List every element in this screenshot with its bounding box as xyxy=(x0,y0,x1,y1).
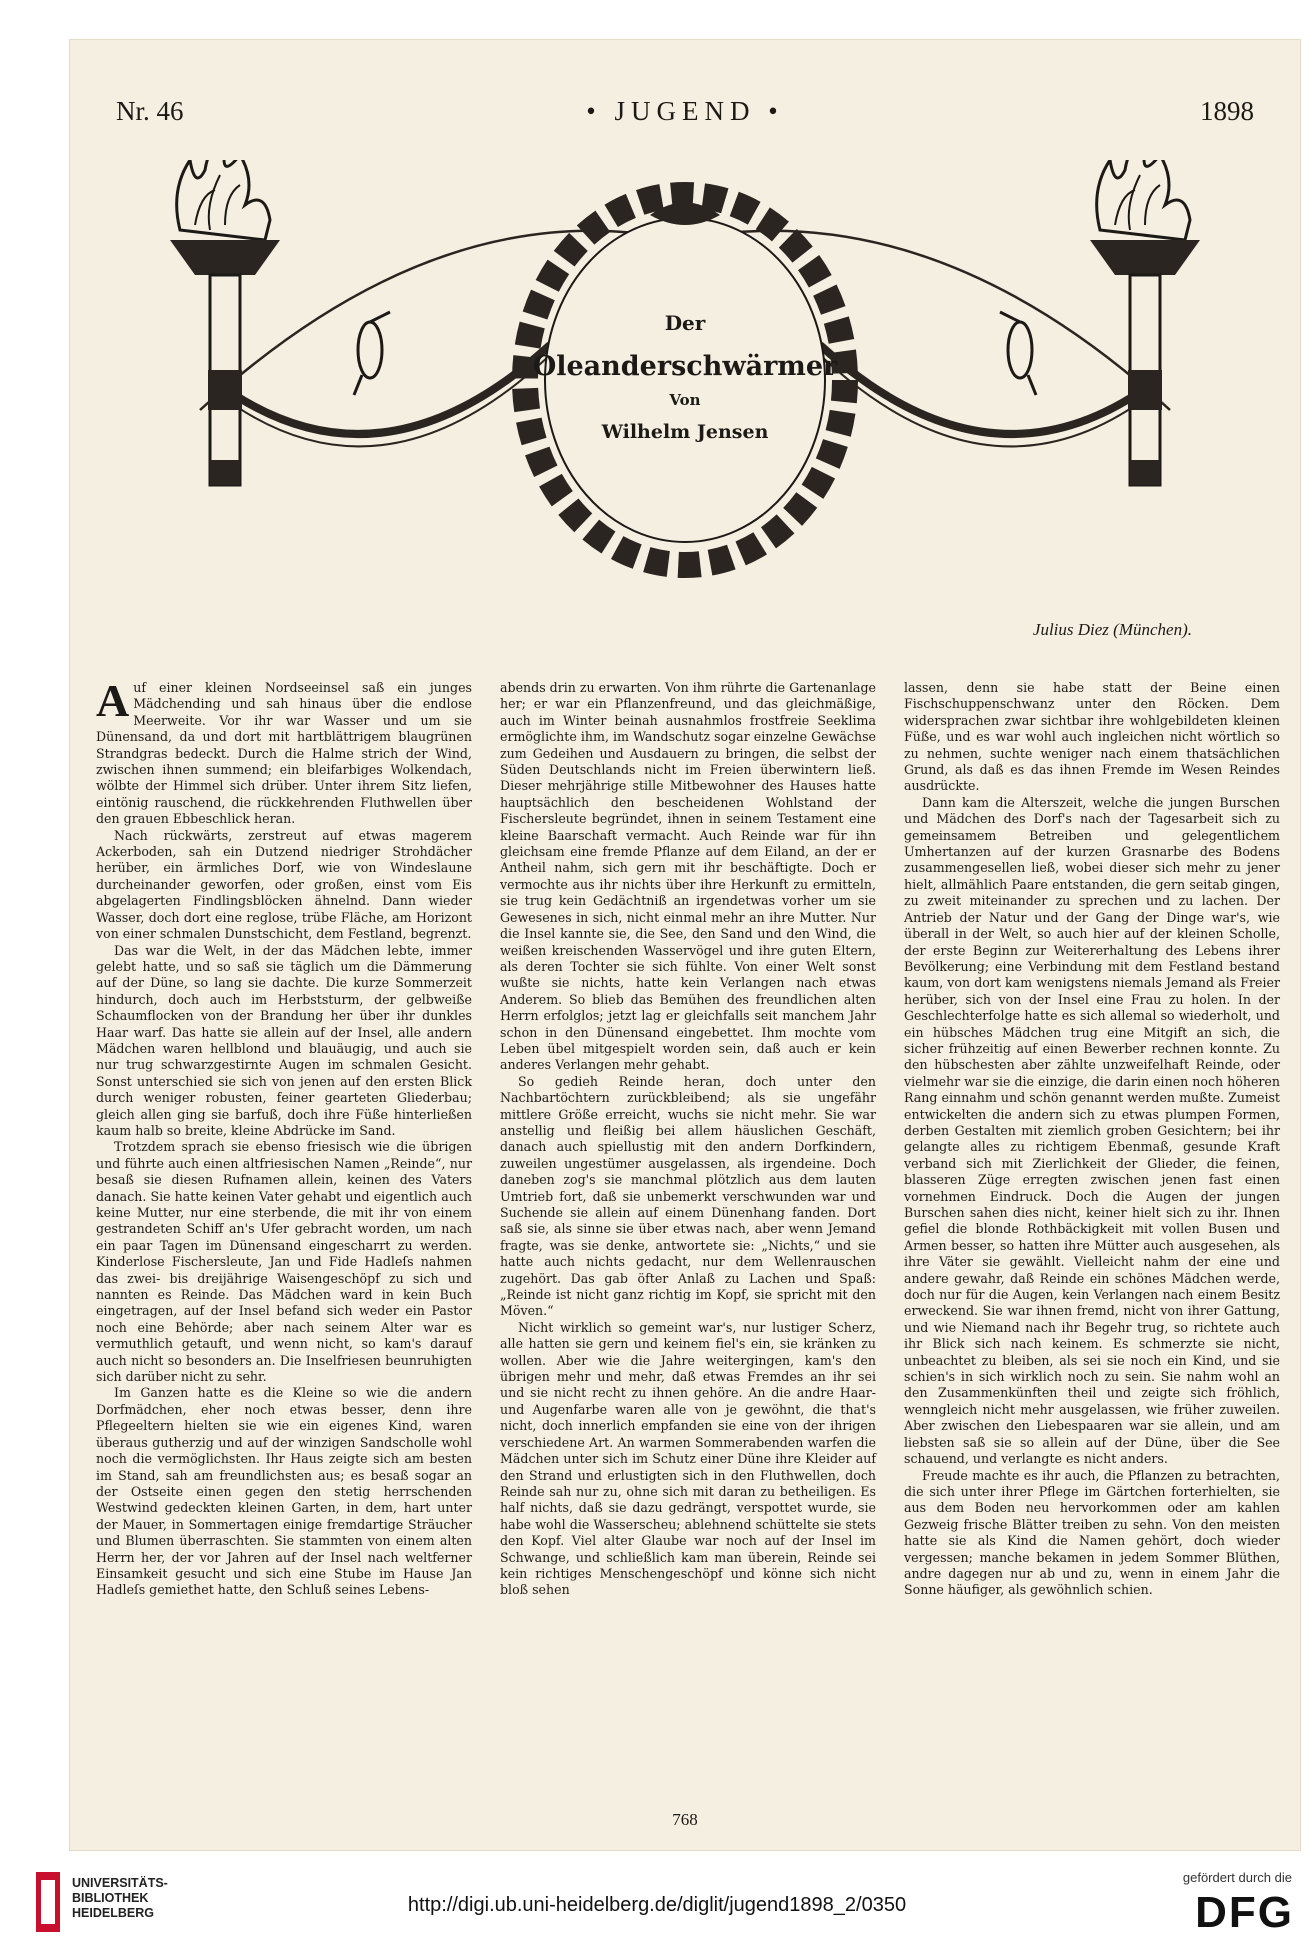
masthead: • JUGEND • xyxy=(586,96,784,126)
illustration-credit: Julius Diez (München). xyxy=(1032,620,1192,639)
paragraph: Im Ganzen hatte es die Kleine so wie die andern Dorfmädchen, eher noch etwas besser, denn ihre Pflegeeltern hielten sie wie ein eigenes Kind, waren überaus gutherzig und auf der winzigen Sandscholle wohl noch die vermöglichsten. Ihr Haus zeigte sich am besten im Stand, sah am freundlichsten aus; es besaß sogar an der Ostseite einen gegen den stetig herrschenden Westwind gedeckten kleinen Garten, in dem, hart unter der Mauer, in Sommertagen einige fremdartige Sträucher und Blumen überraschten. Sie stammten von einem alten Herrn her, der vor Jahren auf der Insel nach weltferner Einsamkeit gesucht und sich eine Stube im Hause Jan Hadleſs gemiethet hatte, den Schluß seines Lebens- xyxy=(96,1385,472,1598)
paragraph: lassen, denn sie habe statt der Beine einen Fischschuppenschwanz unter den Röcken. Dem widersprachen zwar sichtbar ihre wohlgebildeten kleinen Füße, und es war wohl auch ingleichen nicht wörtlich so zu nehmen, suchte weniger nach einem thatsächlichen Grund, als daß es das ihnen Fremde im Wesen Reindes ausdrückte. xyxy=(904,680,1280,794)
drop-cap: A xyxy=(96,675,130,726)
title-illustration xyxy=(80,160,1290,660)
issue-year: 1898 xyxy=(1200,96,1254,126)
source-url[interactable]: http://digi.ub.uni-heidelberg.de/diglit/jugend1898_2/0350 xyxy=(407,1894,907,1916)
paragraph: Freude machte es ihr auch, die Pflanzen zu betrachten, die sich unter ihrer Pflege im Gärtchen forterhielten, sie aus dem Boden neu hervorkommen oder am kahlen Gezweig frische Blätter treiben zu sehn. Von den meisten hatte sie als Kind die Namen gehört, doch wieder vergessen; manche bekamen in jedem Sommer Blüthen, andre dagegen nur ab und zu, wenn in einem Jahr die Sonne häufiger, als gewöhnlich schien. xyxy=(904,1467,1280,1598)
paragraph: So gedieh Reinde heran, doch unter den Nachbartöchtern zurückbleibend; als sie ungefähr mittlere Größe erreicht, wuchs sie nicht mehr. Sie war anstellig und fleißig bei allem häuslichen Geschäft, danach auch spiellustig mit den andern Dorfkindern, zuweilen ungestümer ausgelassen, als irgendeine. Doch daneben zog's sie manchmal plötzlich aus dem lauten Umtrieb fort, daß sie unbemerkt verschwunden war und Suchende sie allein auf einem Dünenhang fanden. Dort saß sie, als sinne sie über etwas nach, aber wenn Jemand fragte, was sie denke, antwortete sie: „Nichts,“ und sie hatte auch nichts gedacht, nur dem Wellenrauschen zugehört. Das gab öfter Anlaß zu Lachen und Spaß: „Reinde ist nicht ganz richtig im Kopf, sie spricht mit den Möven.“ xyxy=(500,1073,876,1319)
title-article: Der xyxy=(664,311,706,335)
funder-logo: DFG xyxy=(1195,1888,1294,1937)
institution-name: UNIVERSITÄTS- BIBLIOTHEK HEIDELBERG xyxy=(72,1876,168,1920)
paragraph: Nicht wirklich so gemeint war's, nur lustiger Scherz, alle hatten sie gern und keinem fiel's ein, sie kränken zu wollen. Aber wie die Jahre weitergingen, kam's den übrigen mehr und mehr, daß etwas Fremdes an ihr sei und sie nicht recht zu ihnen gehöre. An die andre Haar- und Augenfarbe waren alle von je gewöhnt, die that's nicht, doch innerlich empfanden sie eine von der ihrigen verschiedene Art. An warmen Sommerabenden warfen die Mädchen unter sich im Schutz einer Düne ihre Kleider auf den Strand und erlustigten sich in den Fluthwellen, doch Reinde sah nur zu, ohne sich mit daran zu betheiligen. Es half nichts, daß sie dazu gedrängt, verspottet wurde, sie habe wohl die Wasserscheu; ablehnend schüttelte sie stets den Kopf. Viel alter Glaube war noch auf der Insel im Schwange, und schließlich kam man überein, Reinde sei kein richtiges Menschengeschöpf und könne sich nicht bloß sehen xyxy=(500,1319,876,1598)
issue-number: Nr. 46 xyxy=(116,96,184,126)
garland-left xyxy=(220,345,550,434)
paragraph: abends drin zu erwarten. Von ihm rührte die Gartenanlage her; er war ein Pflanzenfreund, und das gleichmäßige, auch im Winter beinah ausnahmlos frostfreie Seeklima ermöglichte ihm, im Wandschutz sogar einzelne Gewächse zum Gedeihen und Ausdauern zu bringen, die selbst der Süden Deutschlands nicht im Freien überwintern ließ. Dieser mehrjährige stille Mitbewohner des Hauses hatte hauptsächlich den bescheidenen Wohlstand der Fischersleute begründet, ihnen in seinem Testament eine kleine Baarschaft vermacht. Auch Reinde war für ihn gleichsam eine fremde Pflanze auf dem Eiland, an der er Antheil nahm, sich gern mit ihr beschäftigte. Doch er vermochte aus ihr nichts über ihre Herkunft zu ermitteln, sie trug kein Gedächtniß an irgendetwas vorher um sie Gewesenes in sich, nicht einmal mehr an ihre Mutter. Nur die Insel kannte sie, die See, den Sand und den Wind, die weißen kreischenden Wasservögel und ihre guten Eltern, als deren Tochter sie sich fühlte. Von einer Welt sonst wußte sie nichts, hatte kein Verlangen nach etwas Anderem. So blieb das Bemühen des freundlichen alten Herrn erfolglos; jetzt lag er gleichfalls seit manchem Jahr schon in den Dünensand eingebettet. Ihm mochte vom Leben übel mitgespielt worden sein, daß auch er kein anderes Verlangen mehr gehabt. xyxy=(500,680,876,1073)
article-body xyxy=(96,675,1280,1765)
paragraph: Das war die Welt, in der das Mädchen lebte, immer gelebt hatte, und so saß sie täglich um die Dämmerung auf der Düne, so lang sie dachte. Die kurze Sommerzeit hindurch, doch auch im Herbststurm, der gelbweiße Schaumflocken von der Brandung her über ihr dunkles Haar warf. Das hatte sie allein auf der Insel, alle andern Mädchen waren hellblond und blauäugig, und auch sie nur trug schwarzgestirnte Augen im schmalen Gesicht. Sonst unterschied sie sich von jenen auf den ersten Blick durch weniger robusten, feiner gearteten Gliederbau; gleich allen ging sie barfuß, doch ihre Füße hinterließen kaum halb so breite, kleine Abdrücke im Sand. xyxy=(96,942,472,1138)
paragraph: Trotzdem sprach sie ebenso friesisch wie die übrigen und führte auch einen altfriesischen Namen „Reinde“, nur besaß sie diesen Rufnamen allein, keinen des Vaters danach. Sie hatte keinen Vater gehabt und eigentlich auch keine Mutter, nur eine sterbende, die mit ihr von einem gestrandeten Schiff an's Ufer gebracht worden, um nach ein paar Tagen im Dünensand eingescharrt zu werden. Kinderlose Fischersleute, Jan und Fide Hadleſs nahmen das zwei- bis dreijährige Waisengeschöpf zu sich und nannten es Reinde. Das Mädchen ward in kein Buch eingetragen, auf der Insel befand sich weder ein Pastor noch eine Behörde; aber nach seinem Alter war es vermuthlich getauft, und wenn nicht, so kam's darauf auch nicht so besonders an. Die Inselfriesen beunruhigten sich darüber nicht zu sehr. xyxy=(96,1139,472,1385)
viewer-footer xyxy=(0,1860,1314,1952)
torch-icon xyxy=(170,160,280,485)
text-column-2 xyxy=(500,680,876,1599)
bird-icon xyxy=(1000,312,1036,395)
paragraph: Dann kam die Alterszeit, welche die jungen Burschen und Mädchen des Dorf's nach der Tagesarbeit sich zu gemeinsamem Betreiben und gelegentlichem Umhertanzen auf der kurzen Grasnarbe des Bodens zusammengesellen ließ, wobei dieser sich mehr zu jener hielt, allmählich Paare entstanden, die gern seitab gingen, zu zweit miteinander zu sprechen und zu lachen. Der Antrieb der Natur und der Gang der Dinge war's, wie überall in der Welt, so auch hier auf der kleinen Scholle, der erste Beginn zur Weitererhaltung des Lebens ihrer Bevölkerung; eine Verbindung mit dem Festland bestand kaum, von dort kam wenigstens niemals Jemand als Freier herüber, sich von der Insel eine Frau zu holen. In der Geschlechterfolge hatte es sich allemal so wiederholt, und ein hübsches Mädchen trug eine Mitgift an sich, die sicher frühzeitig auf einen Bewerber rechnen konnte. Zu den hübschesten aber zählte unzweifelhaft Reinde, oder vielmehr war sie die einzige, die darin einen noch höheren Rang einnahm und schön genannt werden mußte. Zumeist entwickelten die andern sich zu etwas plumpen Formen, derben Gestalten mit ziemlich groben Gesichtern; bei ihr gelangte alles zu richtigem Ebenmaß, gesunde Kraft verband sich mit Zierlichkeit der Glieder, die feinen, blasseren Züge erregten zwischen jenen fast einen vornehmen Eindruck. Doch die Augen der jungen Burschen sahen dies nicht, keiner hielt sich zu ihr. Ihnen gefiel die blonde Rothbäckigkeit mit vollen Busen und Armen besser, so hatten ihre Mütter auch ausgesehen, als ihre Väter sie gewählt. Vielleicht nahm der eine und andere gewahr, daß Reinde ein schönes Mädchen werde, doch nur für die Augen, kein Verlangen nach einem Besitz erweckend. Sie war ihnen fremd, nicht von ihrer Gattung, und wie Niemand nach ihr Begehr trug, so richtete auch ihr Blick sich nach keinem. Es schmerzte sie nicht, unbeachtet zu bleiben, als sei sie noch ein Kind, und sie schien's in sich wirklich noch zu sein. Sie nahm wohl an den Zusammenkünften theil und zeigte sich fröhlich, wenngleich nicht mehr ausgelassen, wie früher zuweilen. Aber zwischen den Liebespaaren war sie allein, und am liebsten saß sie so allein auf der Düne, über die See schauend, und verlangte es nicht anders. xyxy=(904,794,1280,1467)
page-number: 768 xyxy=(672,1810,698,1829)
page-header xyxy=(116,96,1254,136)
title-text: Oleanderschwärmer xyxy=(532,351,838,382)
text-column-1 xyxy=(96,675,472,1599)
paragraph: Auf einer kleinen Nordseeinsel saß ein junges Mädchending und sah hinaus über die endlose Meerweite. Vor ihr war Wasser und um sie Dünensand, da und dort mit hartblättrigem blaugrünen Strandgras bedeckt. Durch die Halme strich der Wind, zwischen ihnen summend; ein bleifarbiges Wolkendach, wölbte der Himmel sich drüber. Unter ihrem Sitz liefen, eintönig rauschend, die rückkehrenden Fluthwellen über den grauen Ebbeschlick heran. xyxy=(96,675,472,827)
torch-icon xyxy=(1090,160,1200,485)
title-by: Von xyxy=(669,391,701,409)
bird-icon xyxy=(354,312,390,395)
scanned-page xyxy=(70,40,1300,1850)
text-column-3 xyxy=(904,680,1280,1599)
paragraph: Nach rückwärts, zerstreut auf etwas magerem Ackerboden, sah ein Dutzend niedriger Strohdächer herüber, ein ärmliches Dorf, wie von Windeslaune durcheinander geworfen, oder großen, einst vom Eis abgelagerten Findlingsblöcken ähnelnd. Dann wieder Wasser, doch dort eine reglose, trübe Fläche, am Horizont von einer schmalen Dunstschicht, dem Festland, begrenzt. xyxy=(96,827,472,942)
title-author: Wilhelm Jensen xyxy=(601,421,769,443)
garland-right xyxy=(820,345,1150,434)
funding-note: gefördert durch die xyxy=(1182,1870,1292,1885)
